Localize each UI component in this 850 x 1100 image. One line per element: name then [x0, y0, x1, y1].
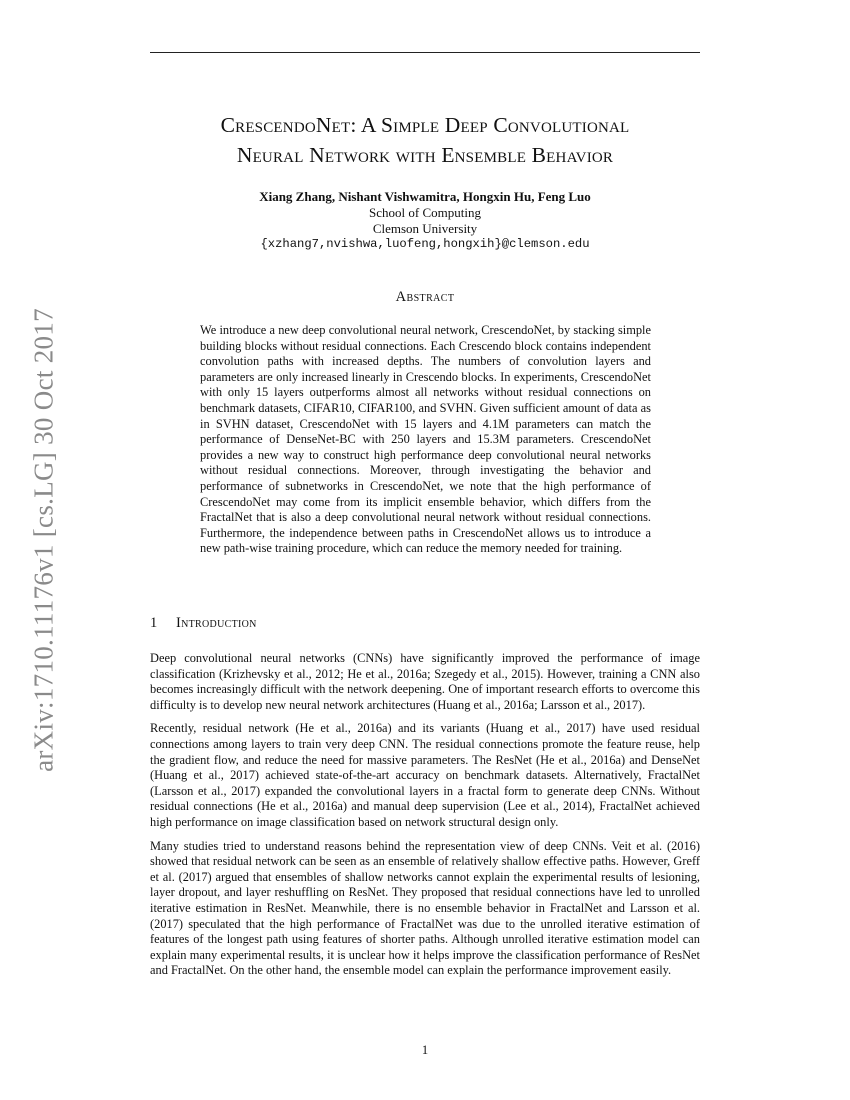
abstract-heading: Abstract: [395, 289, 455, 305]
section-heading-introduction: [150, 615, 257, 632]
paper-title: [100, 110, 750, 170]
author-block: [100, 189, 750, 252]
title-line-2: Neural Network with Ensemble Behavior: [236, 143, 614, 167]
page-number: 1: [421, 1043, 429, 1057]
intro-paragraph-3: Many studies tried to understand reasons behind the representation view of deep CNNs. Veit et al. (2016) showed that residual network can be seen as an ensemble of relatively shallow effective paths. However, Greff et al. (2017) argued that ensembles of shallow networks cannot explain the experimental results of lesioning, layer dropout, and layer reshuffling on ResNet. They proposed that residual connections have led to unrolled iterative estimation in ResNet. Meanwhile, there is no ensemble behavior in FractalNet and Larsson et al. (2017) speculated that the high performance of FractalNet was due to the unrolled iterative estimation of features of the longest path using features of shorter paths. Although unrolled iterative estimation model can explain many experimental results, it is unclear how it helps improve the classification performance of ResNet and FractalNet. On the other hand, the ensemble model can explain the performance improvement easily.: [150, 838, 700, 978]
intro-paragraph-1: Deep convolutional neural networks (CNNs) have significantly improved the performance of image classification (Krizhevsky et al., 2012; He et al., 2016a; Szegedy et al., 2015). However, training a CNN also becomes increasingly difficult with the network deepening. One of important research efforts to overcome this difficulty is to develop new neural network architectures (Huang et al., 2016a; Larsson et al., 2017).: [150, 651, 700, 712]
abstract-text: We introduce a new deep convolutional neural network, CrescendoNet, by stacking simple building blocks without residual connections. Each Crescendo block contains independent convolution paths with increased depths. The numbers of convolution layers and parameters are only increased linearly in Crescendo blocks. In experiments, CrescendoNet with only 15 layers outperforms almost all networks without residual connections on benchmark datasets, CIFAR10, CIFAR100, and SVHN. Given sufficient amount of data as in SVHN dataset, CrescendoNet with 15 layers and 4.1M parameters can match the performance of DenseNet-BC with 250 layers and 15.3M parameters. CrescendoNet provides a new way to construct high performance deep convolutional neural networks without residual connections. Moreover, through investigating the behavior and performance of subnetworks in CrescendoNet, we note that the high performance of CrescendoNet may come from its implicit ensemble behavior, which differs from the FractalNet that is also a deep convolutional neural network without residual connections. Furthermore, the independence between paths in CrescendoNet allows us to introduce a new path-wise training procedure, which can reduce the memory needed for training.: [200, 323, 651, 556]
header-rule: [150, 52, 700, 53]
affiliation-school: School of Computing: [369, 205, 481, 220]
section-title: Introduction: [176, 615, 257, 631]
author-email: {xzhang7,nvishwa,luofeng,hongxih}@clemson.edu: [260, 237, 590, 251]
intro-paragraph-2: Recently, residual network (He et al., 2016a) and its variants (Huang et al., 2017) have used residual connections among layers to train very deep CNN. The residual connections promote the feature reuse, help the gradient flow, and reduce the need for massive parameters. The ResNet (He et al., 2016a) and DenseNet (Huang et al., 2017) achieved state-of-the-art accuracy on benchmark datasets. Alternatively, FractalNet (Larsson et al., 2017) expanded the convolutional layers in a fractal form to generate deep CNNs. Without residual connections (He et al., 2016a) and manual deep supervision (Lee et al., 2014), FractalNet achieved high performance on image classification based on network structural design only.: [150, 721, 700, 829]
introduction-body: [150, 651, 700, 987]
section-number: 1: [150, 615, 158, 631]
author-names: Xiang Zhang, Nishant Vishwamitra, Hongxin Hu, Feng Luo: [259, 189, 591, 204]
affiliation-university: Clemson University: [372, 220, 478, 236]
title-line-1: CrescendoNet: A Simple Deep Convolutional: [220, 113, 630, 137]
arxiv-stamp-text: arXiv:1710.11176v1 [cs.LG] 30 Oct 2017: [28, 308, 59, 772]
